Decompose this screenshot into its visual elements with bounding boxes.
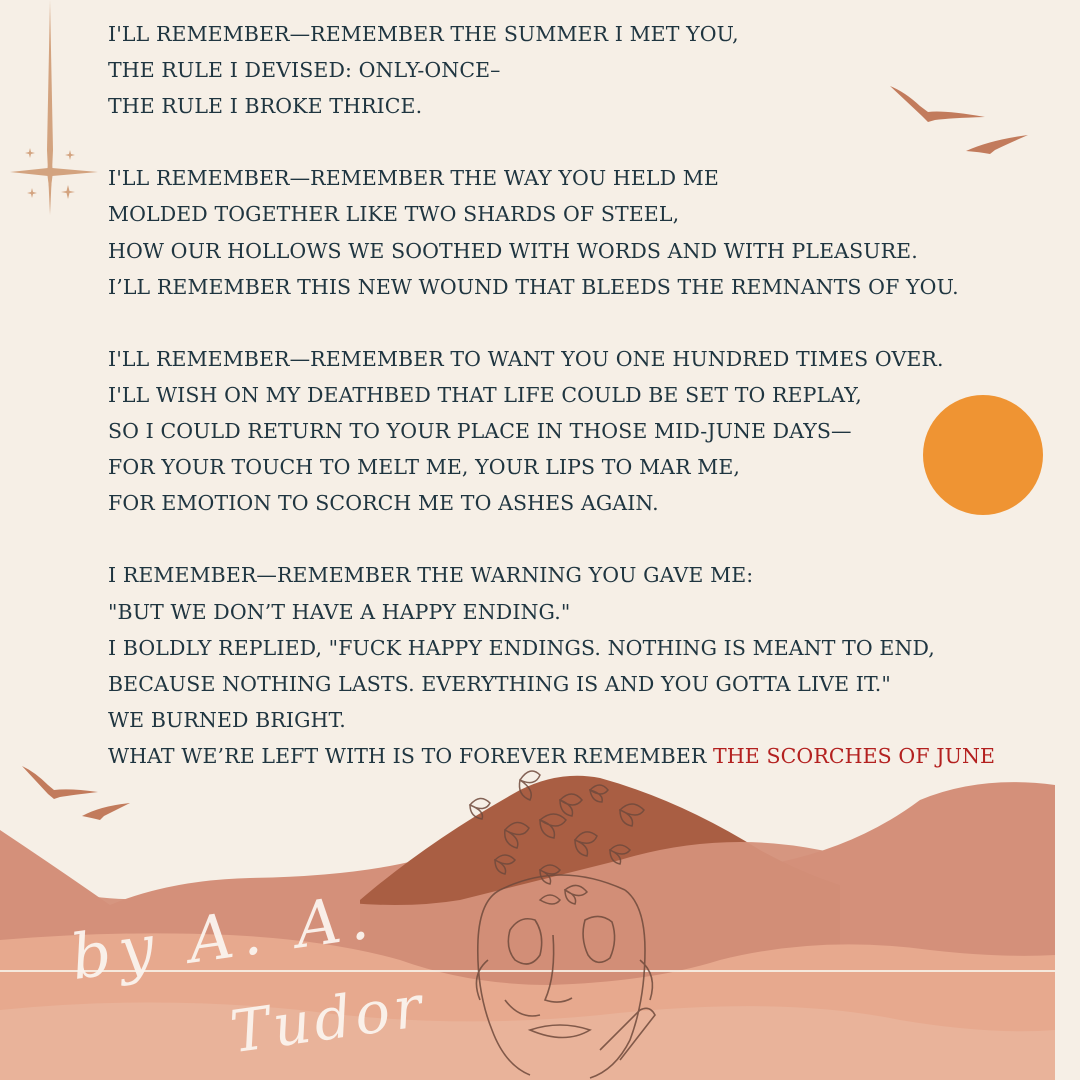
poem-line: I'LL REMEMBER—REMEMBER TO WANT YOU ONE HUNDRED TIMES OVER.	[108, 346, 944, 371]
sparkle-star-icon	[10, 0, 98, 215]
poem-line: I'LL REMEMBER—REMEMBER THE SUMMER I MET YOU,	[108, 22, 739, 46]
stanza-gap	[108, 305, 1048, 341]
signature-line-2: Tudor	[226, 971, 430, 1067]
poem-line: FOR YOUR TOUCH TO MELT ME, YOUR LIPS TO MAR ME,	[108, 455, 741, 480]
poem-line: I'LL WISH ON MY DEATHBED THAT LIFE COULD BE SET TO REPLAY,	[108, 382, 862, 407]
poem-line: I’LL REMEMBER THIS NEW WOUND THAT BLEEDS THE REMNANTS OF YOU.	[108, 274, 959, 299]
stanza-gap	[108, 124, 1048, 160]
poem-last-line-text: WHAT WE’RE LEFT WITH IS TO FOREVER REMEMBER	[108, 743, 714, 768]
poem-last-line	[108, 738, 1048, 774]
poem-line: "BUT WE DON’T HAVE A HAPPY ENDING."	[108, 599, 571, 624]
poem-line: I REMEMBER—REMEMBER THE WARNING YOU GAVE ME:	[108, 563, 754, 588]
poem-line: HOW OUR HOLLOWS WE SOOTHED WITH WORDS AND WITH PLEASURE.	[108, 238, 918, 263]
author-signature	[40, 878, 430, 1070]
poem-line: MOLDED TOGETHER LIKE TWO SHARDS OF STEEL,	[108, 202, 680, 227]
bird-icon	[22, 766, 130, 820]
poem-line: FOR EMOTION TO SCORCH ME TO ASHES AGAIN.	[108, 491, 659, 516]
poem-line: THE RULE I DEVISED: ONLY-ONCE–	[108, 58, 501, 83]
poem-text	[108, 16, 1048, 774]
signature-line-1: by A. A.	[66, 878, 381, 995]
poem-title-accent: THE SCORCHES OF JUNE	[713, 743, 996, 768]
poem-line: SO I COULD RETURN TO YOUR PLACE IN THOSE MID-JUNE DAYS—	[108, 419, 852, 444]
poem-line: I BOLDLY REPLIED, "FUCK HAPPY ENDINGS. NOTHING IS MEANT TO END,	[108, 635, 935, 660]
stanza-gap	[108, 521, 1048, 557]
poem-line: THE RULE I BROKE THRICE.	[108, 94, 423, 119]
poem-line: I'LL REMEMBER—REMEMBER THE WAY YOU HELD ME	[108, 166, 719, 191]
poem-line: BECAUSE NOTHING LASTS. EVERYTHING IS AND YOU GOTTA LIVE IT."	[108, 671, 891, 696]
poem-line: WE BURNED BRIGHT.	[108, 707, 346, 732]
